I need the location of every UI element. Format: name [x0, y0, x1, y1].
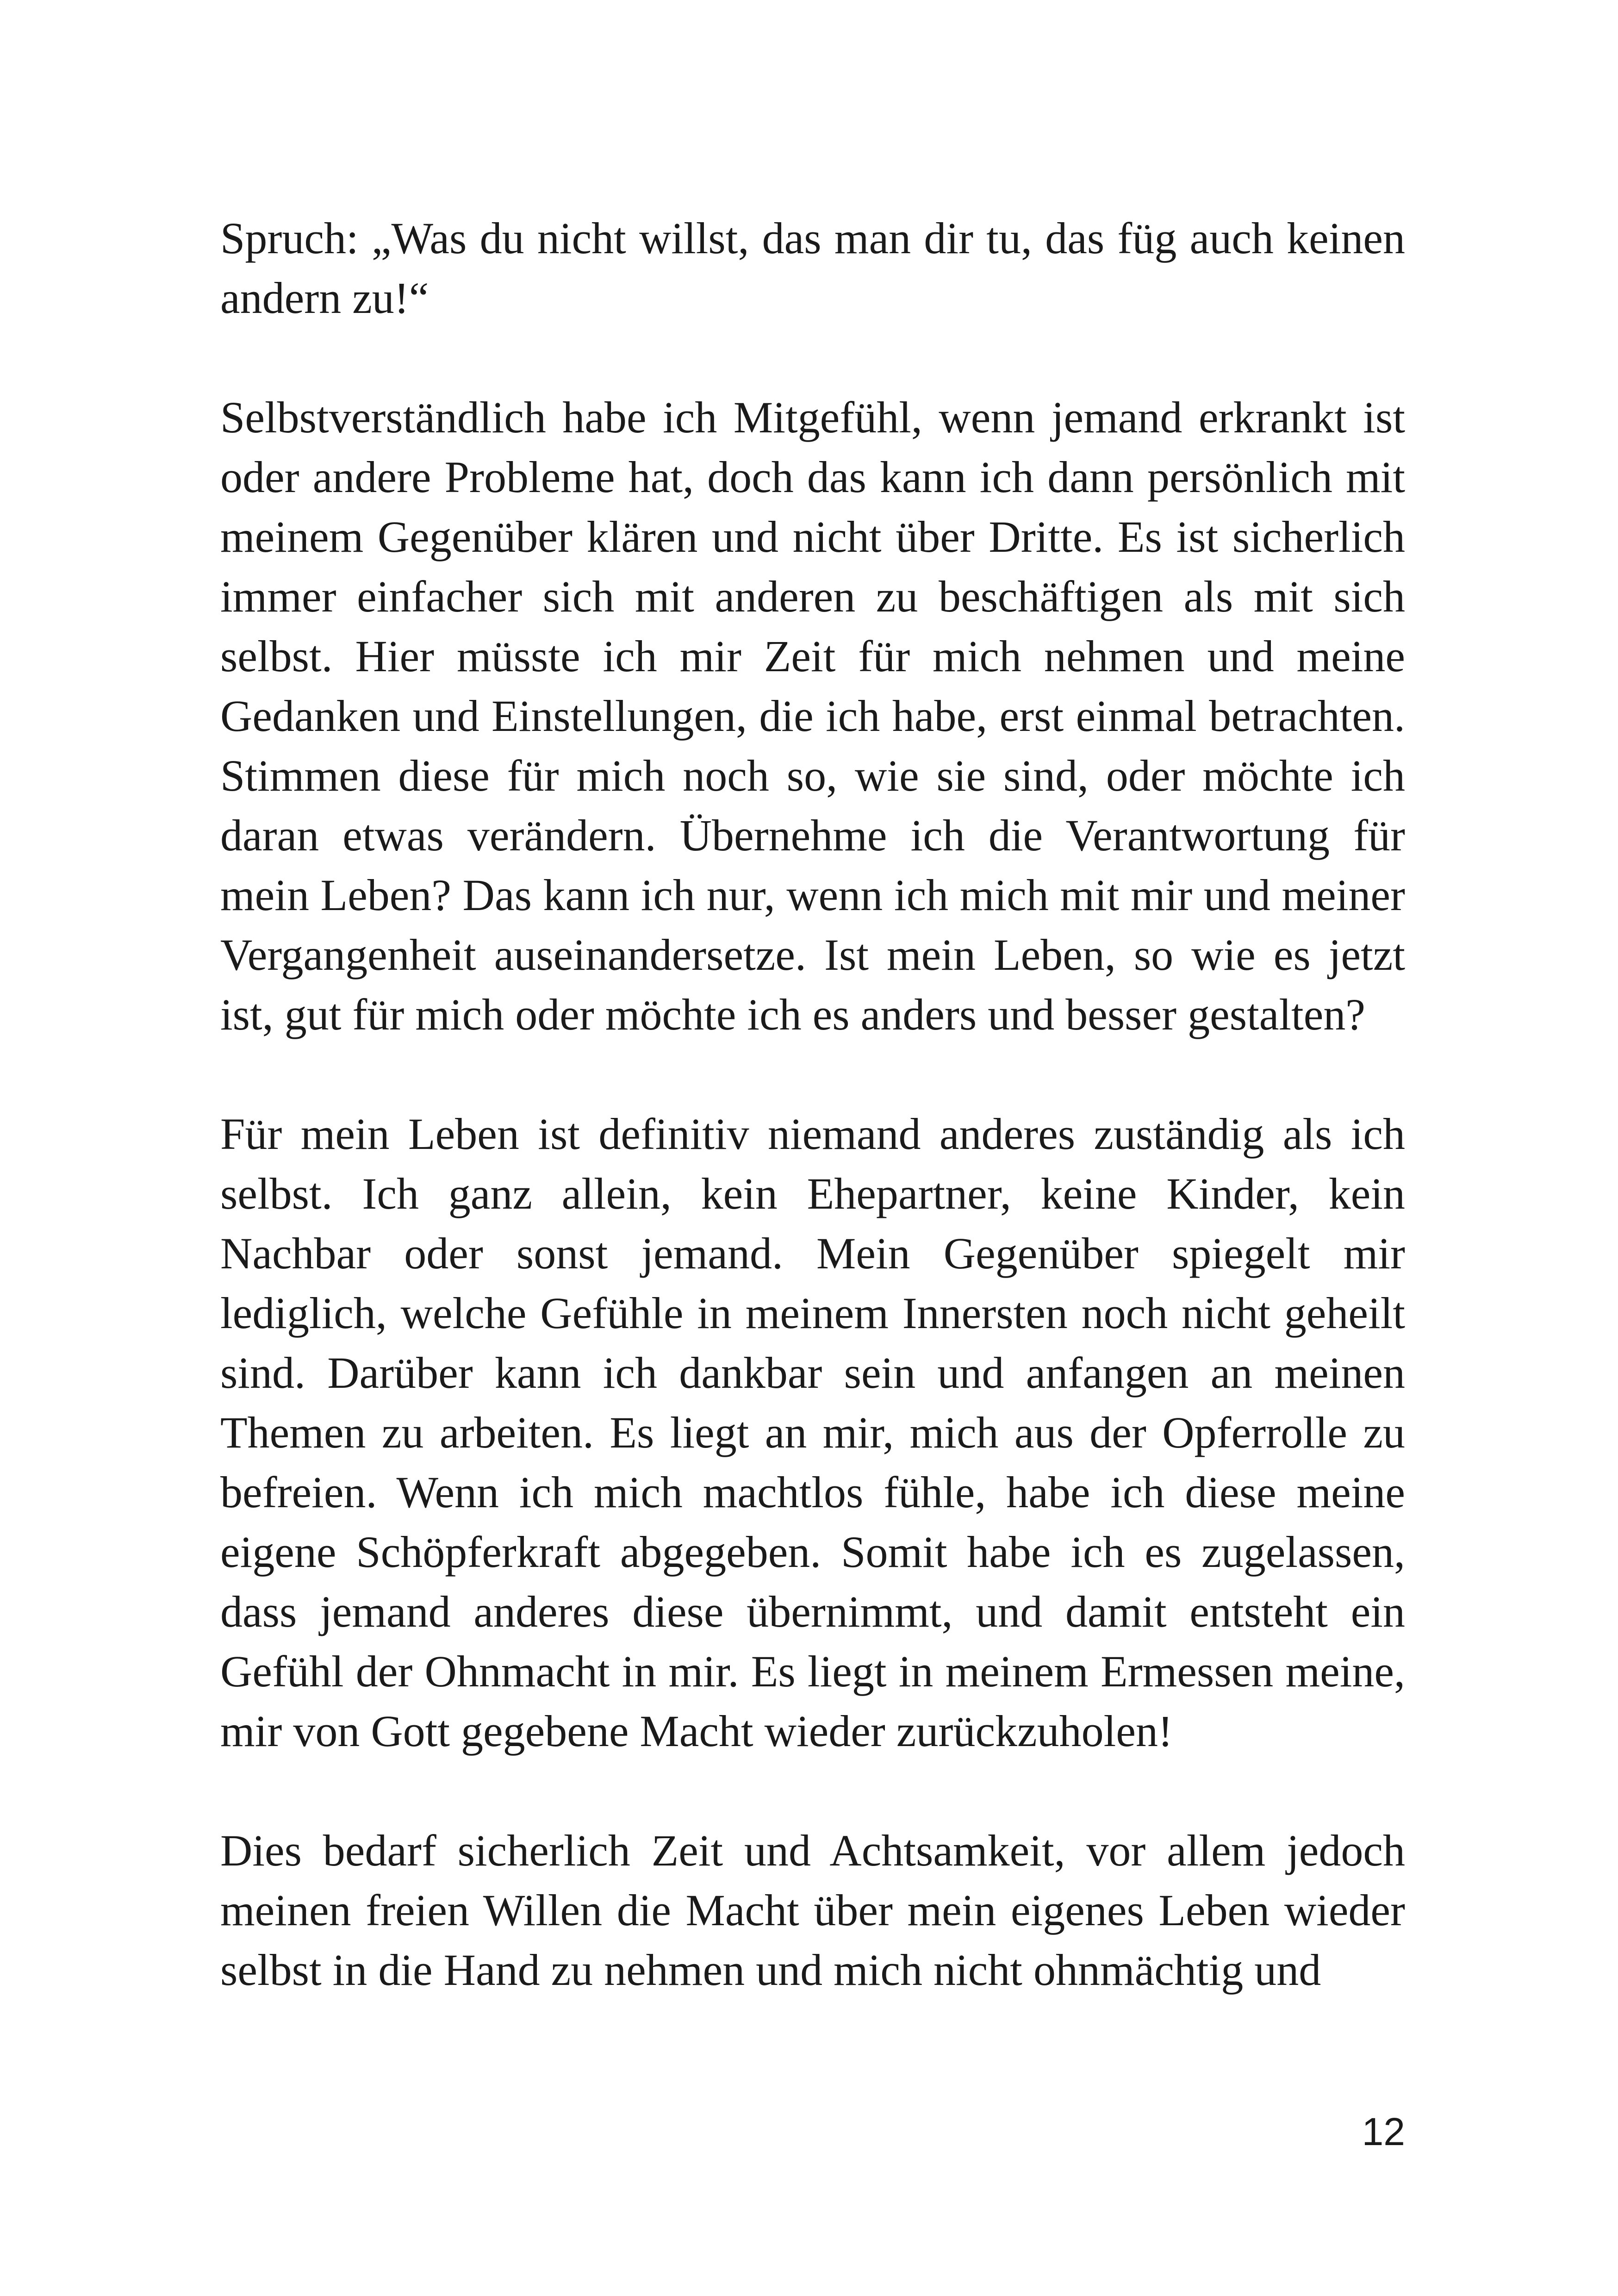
paragraph-responsibility: Für mein Leben ist definitiv niemand anderes zuständig als ich selbst. Ich ganz allein, kein Ehepartner, keine Kinder, kein Nachbar oder sonst jemand. Mein Gegenüber spiegelt mir lediglich, welche Gefühle in meinem Innersten noch nicht geheilt sind. Darüber kann ich dankbar sein und anfangen an meinen Themen zu arbeiten. Es liegt an mir, mich aus der Opferrolle zu befreien. Wenn ich mich machtlos fühle, habe ich diese meine eigene Schöpferkraft abgegeben. Somit habe ich es zugelassen, dass jemand anderes diese übernimmt, und damit entsteht ein Gefühl der Ohnmacht in mir. Es liegt in meinem Ermessen meine, mir von Gott gegebene Macht wieder zurückzuholen! [220, 1109, 1405, 1756]
paragraph-compassion: Selbstverständlich habe ich Mitgefühl, wenn jemand erkrankt ist oder andere Probleme hat, doch das kann ich dann persönlich mit meinem Gegenüber klären und nicht über Dritte. Es ist sicherlich immer einfacher sich mit anderen zu beschäftigen als mit sich selbst. Hier müsste ich mir Zeit für mich nehmen und meine Gedanken und Einstellungen, die ich habe, erst einmal betrachten. Stimmen diese für mich noch so, wie sie sind, oder möchte ich daran etwas verändern. Übernehme ich die Verantwortung für mein Leben? Das kann ich nur, wenn ich mich mit mir und meiner Vergangenheit auseinandersetze. Ist mein Leben, so wie es jetzt ist, gut für mich oder möchte ich es anders und besser gestalten? [220, 393, 1405, 1039]
paragraph-mindfulness: Dies bedarf sicherlich Zeit und Achtsamkeit, vor allem jedoch meinen freien Willen die Macht über mein eigenes Leben wieder selbst in die Hand zu nehmen und mich nicht ohnmächtig und [220, 1826, 1405, 1995]
page-number: 12 [1362, 2110, 1405, 2153]
paragraph-quote: Spruch: „Was du nicht willst, das man dir tu, das füg auch keinen andern zu!“ [220, 213, 1405, 323]
body-text [220, 208, 1405, 2000]
